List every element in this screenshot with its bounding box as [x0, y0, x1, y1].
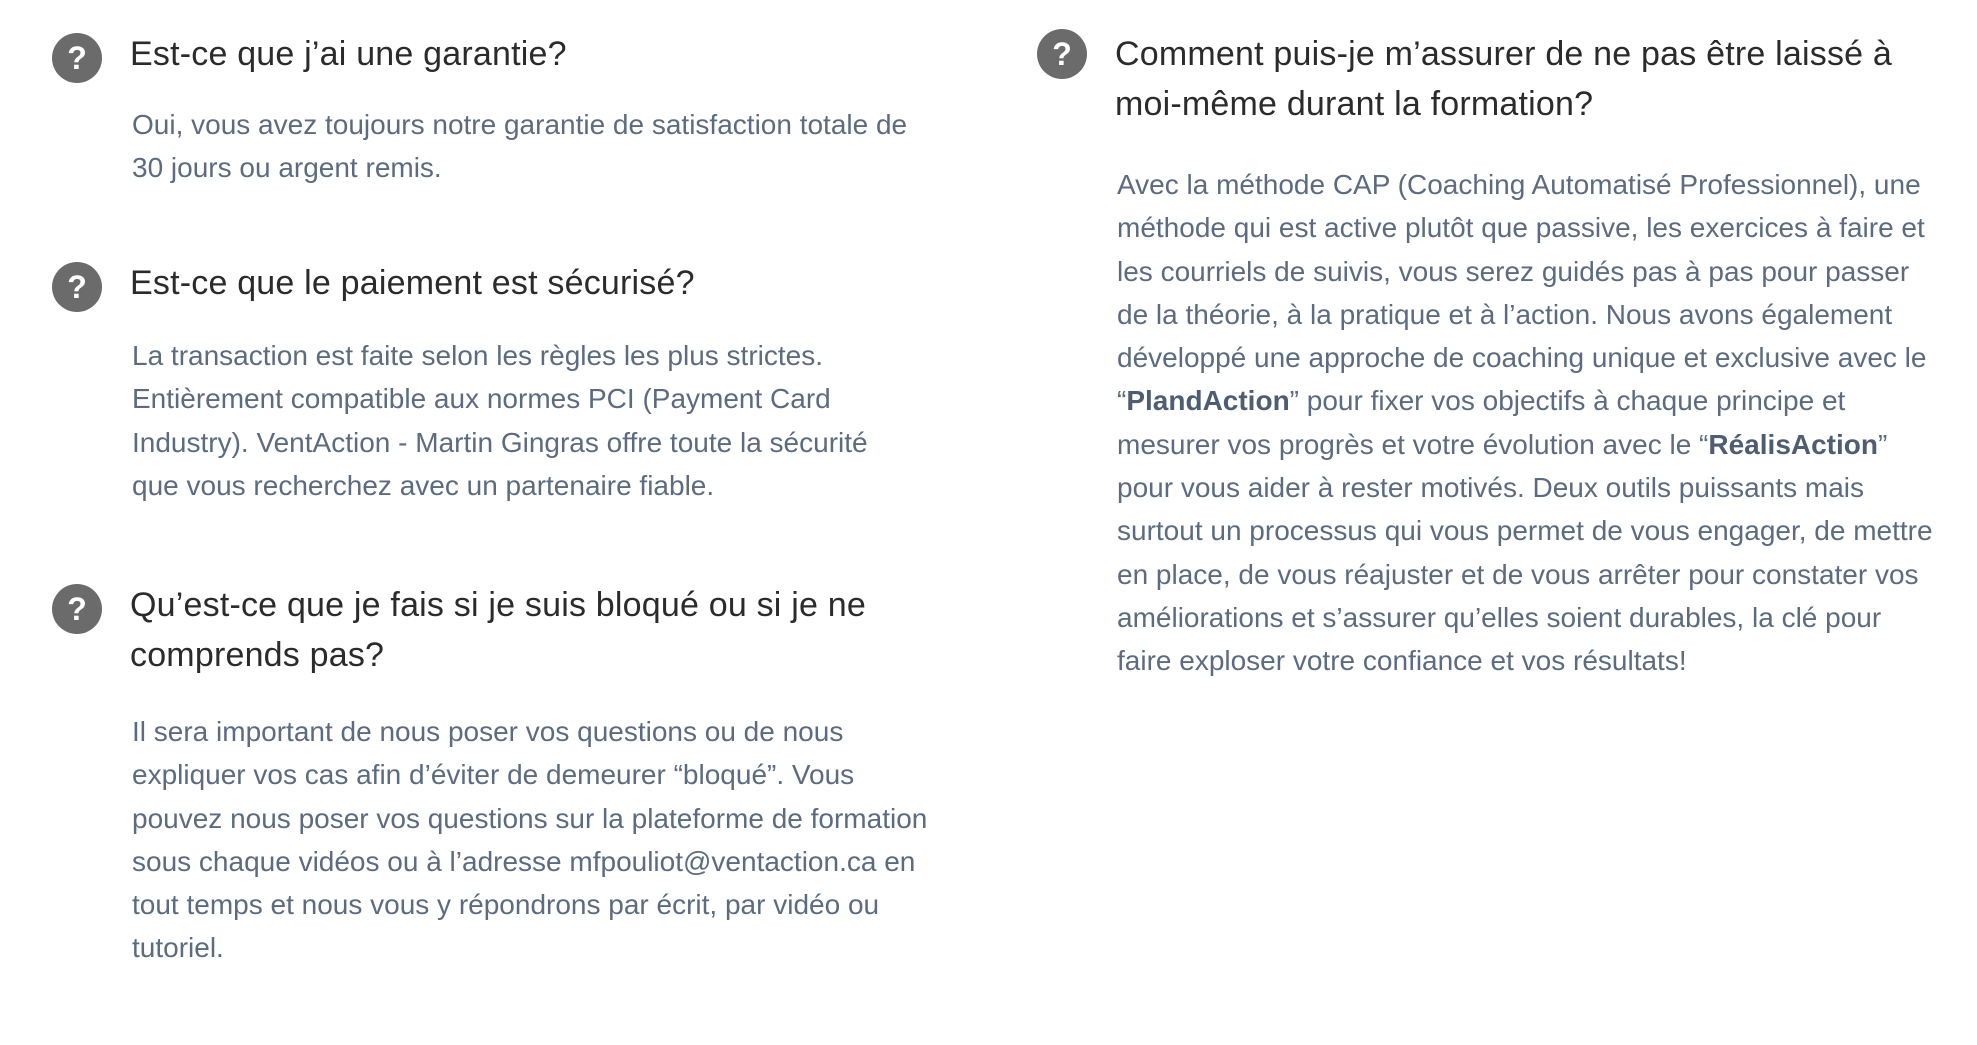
- faq-question: Qu’est-ce que je fais si je suis bloqué ou si je ne comprends pas?: [130, 586, 866, 674]
- realisaction-label: RéalisAction: [1708, 428, 1878, 460]
- svg-text:?: ?: [67, 269, 87, 305]
- svg-text:?: ?: [67, 591, 87, 627]
- svg-text:?: ?: [67, 40, 87, 76]
- answer-text: Avec la méthode CAP (Coaching Automatisé Professionnel), une méthode qui est active plutôt que passive, les exercices à faire et les courriels de suivis, vous serez guidés pas à pas pour passer de la théorie, à la pratique et à l’action. Nous avons également développé une approche de coaching unique et exclusive avec le “: [1117, 169, 1927, 417]
- svg-text:?: ?: [1052, 36, 1072, 72]
- plandaction-label: PlandAction: [1126, 385, 1290, 417]
- answer-text: ” pour fixer vos objectifs à chaque principe et mesurer vos progrès et votre évolution avec le “: [1117, 385, 1846, 460]
- faq-answer: [1117, 163, 1937, 683]
- faq-item-guarantee: [52, 29, 952, 199]
- faq-item-blocked: [52, 580, 952, 980]
- faq-answer: La transaction est faite selon les règles les plus strictes. Entièrement compatible aux normes PCI (Payment Card Industry). VentAction - Martin Gingras offre toute la sécurité que vous recherchez avec un partenaire fiable.: [132, 340, 868, 501]
- faq-question: Comment puis-je m’assurer de ne pas être laissé à moi-même durant la formation?: [1115, 35, 1893, 123]
- faq-item-support-during-training: [1037, 29, 1957, 789]
- faq-answer: Il sera important de nous poser vos questions ou de nous expliquer vos cas afin d’éviter de demeurer “bloqué”. Vous pouvez nous poser vos questions sur la plateforme de formation sous chaque vidéos ou à l’adresse mfpouliot@ventaction.ca en tout temps et nous vous y répondrons par écrit, par vidéo ou tutoriel.: [132, 716, 928, 964]
- faq-answer: Oui, vous avez toujours notre garantie de satisfaction totale de 30 jours ou argent remis.: [132, 109, 908, 184]
- faq-question: Est-ce que j’ai une garantie?: [130, 35, 567, 73]
- faq-item-payment-security: [52, 258, 952, 518]
- answer-text: ” pour vous aider à rester motivés. Deux outils puissants mais surtout un processus qui vous permet de vous engager, de mettre en place, de vous réajuster et de vous arrêter pour constater vos améliorations et s’assurer qu’elles soient durables, la clé pour faire exploser votre confiance et vos résultats!: [1117, 428, 1933, 677]
- question-circle-icon: [52, 33, 102, 83]
- faq-question: Est-ce que le paiement est sécurisé?: [130, 264, 695, 302]
- question-circle-icon: [1037, 29, 1087, 79]
- question-circle-icon: [52, 584, 102, 634]
- question-circle-icon: [52, 262, 102, 312]
